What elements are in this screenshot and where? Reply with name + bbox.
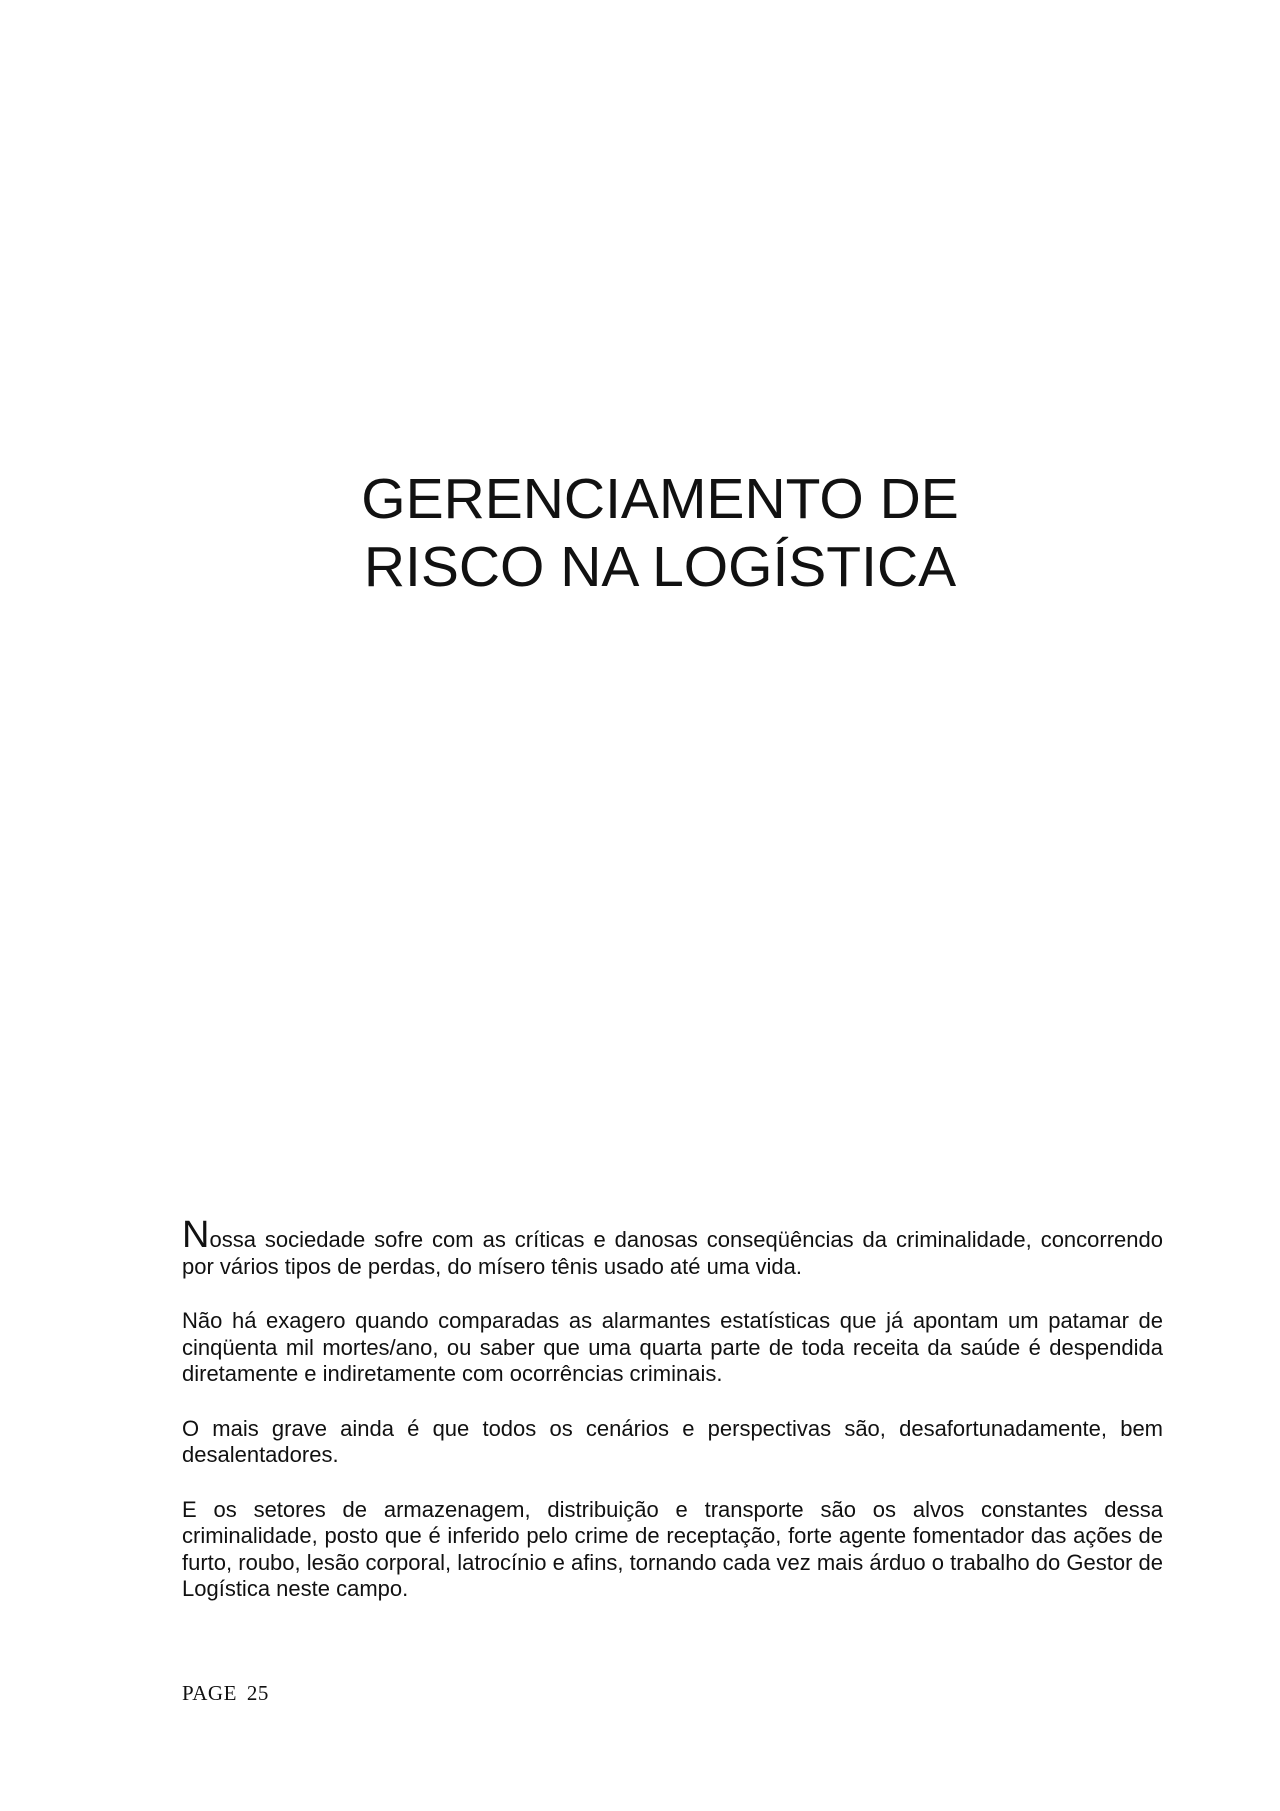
paragraph-1	[182, 1214, 1163, 1280]
paragraph-4: E os setores de armazenagem, distribuição e transporte são os alvos constantes dessa criminalidade, posto que é inferido pelo crime de receptação, forte agente fomentador das ações de furto, roubo, lesão corporal, latrocínio e afins, tornando cada vez mais árduo o trabalho do Gestor de Logística neste campo.	[182, 1496, 1163, 1601]
body-text	[182, 1214, 1163, 1631]
title-line-1: GERENCIAMENTO DE	[361, 467, 959, 531]
drop-cap: N	[182, 1214, 210, 1256]
page-number: 25	[246, 1681, 269, 1705]
title-line-2: RISCO NA LOGÍSTICA	[363, 535, 957, 599]
page-title	[250, 465, 1070, 601]
page-label: PAGE	[182, 1681, 237, 1705]
paragraph-1-text: ossa sociedade sofre com as críticas e danosas conseqüências da criminalidade, concorrendo por vários tipos de perdas, do mísero tênis usado até uma vida.	[182, 1227, 1163, 1279]
paragraph-2: Não há exagero quando comparadas as alarmantes estatísticas que já apontam um patamar de cinqüenta mil mortes/ano, ou saber que uma quarta parte de toda receita da saúde é despendida diretamente e indiretamente com ocorrências criminais.	[182, 1308, 1163, 1386]
page-footer	[182, 1681, 269, 1706]
paragraph-3: O mais grave ainda é que todos os cenários e perspectivas são, desafortunadamente, bem desalentadores.	[182, 1415, 1163, 1467]
